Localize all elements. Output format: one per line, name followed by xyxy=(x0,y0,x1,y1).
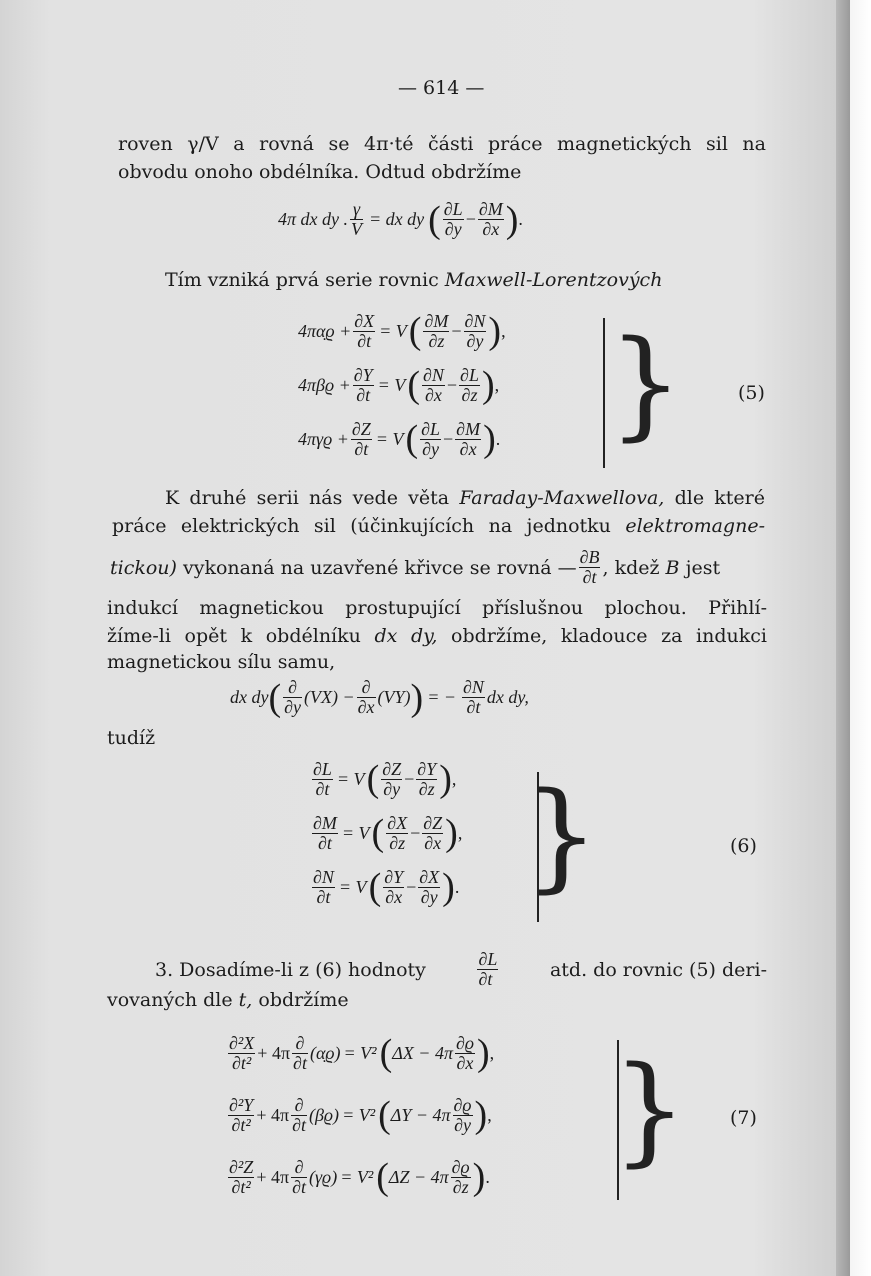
para3-line4: indukcí magnetickou prostupující příslušnou plochou. Přihlí- xyxy=(107,597,767,619)
s7-r1-rnum: ∂ϱ xyxy=(455,1032,474,1053)
s7-r3-rnum: ∂ϱ xyxy=(451,1156,470,1177)
s6-r2-aden: ∂z xyxy=(389,832,406,853)
eq-a-tail: . xyxy=(518,209,523,229)
s7-r2-rnum: ∂ϱ xyxy=(453,1094,472,1115)
tudiz: tudíž xyxy=(107,727,156,749)
s6-r1-aden: ∂y xyxy=(383,778,401,799)
equation-label-5: (5) xyxy=(738,382,765,404)
s7-r1-arg: (α̣ϱ) xyxy=(309,1042,341,1063)
eq-b-d2-den: ∂x xyxy=(357,697,375,717)
s5-r2-fden: ∂t xyxy=(356,384,371,405)
eq-a-t1-den: ∂y xyxy=(444,219,462,239)
eq-a-eq: = dx dy xyxy=(369,209,425,229)
para3-l1-italic: Faraday-Maxwellova, xyxy=(459,487,665,509)
s7-r3-lden: ∂t² xyxy=(231,1176,251,1197)
s7-r3-mid: + 4π xyxy=(256,1166,290,1187)
s6-r3-lden: ∂t xyxy=(316,886,331,907)
page-edge xyxy=(850,0,871,1276)
system7-brace: } xyxy=(612,1040,688,1178)
eq-a-t1-num: ∂L xyxy=(443,199,463,219)
para3-l2-italic: elektromagne- xyxy=(625,515,765,537)
para3-l3-b: , kdež xyxy=(602,556,660,579)
s5-r3-anum: ∂L xyxy=(421,418,441,439)
s6-r1-anum: ∂Z xyxy=(382,758,402,779)
s7-r2-eq: = V² xyxy=(342,1104,376,1125)
equation-a: 4π dx dy . $\frac{\gamma}{V}$ = dx dy ( $\frac{\partial L}{\partial y}$ − $\frac{\partial M}{\partial x}$ ) . xyxy=(278,198,523,241)
system6-brace: } xyxy=(524,766,600,904)
s5-r2-aden: ∂x xyxy=(424,384,442,405)
s7-r2-rden: ∂y xyxy=(454,1114,471,1135)
s5-r3-lhs: 4πγϱ + xyxy=(298,428,349,449)
s5-r2-anum: ∂N xyxy=(422,364,444,385)
para3-l3-a: vykonaná na uzavřené křivce se rovná — xyxy=(183,556,577,579)
eq-a-t2-den: ∂x xyxy=(482,219,500,239)
s6-r3-aden: ∂x xyxy=(385,886,403,907)
s6-r2-eq: = V xyxy=(341,822,370,843)
s5-r1-tail: , xyxy=(501,320,506,341)
para4-l1-a: 3. Dosadíme-li z (6) hodnoty xyxy=(155,958,426,981)
eq-b-m1: (VX) − xyxy=(304,687,355,707)
s7-r1-mid: + 4π xyxy=(257,1042,291,1063)
s6-r2-lnum: ∂M xyxy=(313,812,337,833)
para3-line2 xyxy=(112,514,765,538)
s6-r1-tail: , xyxy=(451,768,457,789)
eq-b-tail: dx dy, xyxy=(486,687,529,707)
s5-r2-bden: ∂z xyxy=(461,384,478,405)
s6-r3-lnum: ∂N xyxy=(313,866,334,887)
s6-r1-lden: ∂t xyxy=(315,778,330,799)
para3-l3-italic: tickou) xyxy=(110,556,177,579)
para3-l1-b: dle které xyxy=(674,487,765,509)
para3-l3-num: ∂B xyxy=(579,547,600,567)
s7-r1-dnum: ∂ xyxy=(292,1034,308,1054)
system5-row: 4πβϱ + $\frac{\partial Y}{\partial t}$ = V ( $\frac{\partial N}{\partial x}$ − $\frac{\partial L}{\partial z}$ ) , xyxy=(298,364,500,406)
s5-r1-fden: ∂t xyxy=(357,330,372,351)
para4-l1-num: ∂L xyxy=(478,949,498,969)
s6-r1-bden: ∂z xyxy=(418,778,435,799)
equation-b: dx dy ( $\frac{\partial}{\partial y}$ (VX) − $\frac{\partial}{\partial x}$ (VY) ) = − $\frac{\partial N}{\partial t}$ dx dy, xyxy=(230,676,529,719)
s6-r3-bnum: ∂X xyxy=(419,866,440,887)
s6-r3-eq: = V xyxy=(338,876,367,897)
s5-r1-eq: = V xyxy=(379,320,407,341)
eq-b-r-den: ∂t xyxy=(466,697,481,717)
s7-r3-inner: ΔZ − 4π xyxy=(388,1166,449,1187)
s7-r1-inner: ΔX − 4π xyxy=(392,1042,453,1063)
s5-r3-aden: ∂y xyxy=(422,438,439,459)
s7-r3-dnum: ∂ xyxy=(291,1158,307,1178)
para4-l2-a: vovaných dle xyxy=(107,989,233,1011)
s7-r1-rden: ∂x xyxy=(456,1052,474,1073)
eq-a-lhs: 4π dx dy . xyxy=(278,209,348,229)
s6-r2-tail: , xyxy=(457,822,463,843)
eq-b-r-num: ∂N xyxy=(463,677,484,697)
eq-b-m2: (VY) xyxy=(377,687,411,707)
s7-r3-dden: ∂t xyxy=(292,1176,306,1197)
s7-r3-lnum: ∂²Z xyxy=(229,1156,254,1177)
s5-r3-bnum: ∂M xyxy=(456,418,481,439)
s6-r1-bnum: ∂Y xyxy=(417,758,437,779)
s7-r1-dden: ∂t xyxy=(293,1052,307,1073)
equation-system-5 xyxy=(298,304,506,466)
s5-r1-aden: ∂z xyxy=(428,330,445,351)
para3-line5 xyxy=(107,624,767,648)
para3-l3-c: B xyxy=(665,556,680,579)
s6-r3-tail: . xyxy=(454,876,460,897)
s7-r3-rden: ∂z xyxy=(452,1176,469,1197)
s7-r3-eq: = V² xyxy=(340,1166,374,1187)
s5-r2-lhs: 4πβϱ + xyxy=(298,374,351,395)
s7-r3-arg: (γϱ) xyxy=(308,1166,338,1187)
s5-r1-fnum: ∂X xyxy=(354,310,375,331)
para3-line1 xyxy=(165,486,765,510)
para1-line2: obvodu onoho obdélníka. Odtud obdržíme xyxy=(118,161,522,183)
para3-l2-a: práce elektrických sil (účinkujících na jednotku xyxy=(112,515,611,537)
s7-r2-dnum: ∂ xyxy=(291,1096,307,1116)
eq-b-d1-den: ∂y xyxy=(284,697,302,717)
para3-l5-b: obdržíme, kladouce za indukci xyxy=(451,625,767,647)
s5-r2-tail: , xyxy=(494,374,500,395)
para2-text: Tím vzniká prvá serie rovnic xyxy=(165,269,439,291)
eq-a-frac-num: γ xyxy=(350,200,363,220)
system7-row: $\frac{\text{∂²X}}{\text{∂t²}}$ + 4π $\frac{\partial}{\partial t}$ (α̣ϱ) = V² ( ΔX − 4π $\frac{\partial ϱ}{\partial x}$ ) , xyxy=(229,1032,495,1074)
para2 xyxy=(165,268,662,292)
s6-r1-lnum: ∂L xyxy=(313,758,332,779)
s6-r3-anum: ∂Y xyxy=(384,866,404,887)
s7-r2-inner: ΔY − 4π xyxy=(390,1104,451,1125)
para3-l5-italic: dx dy, xyxy=(374,625,438,647)
system5-right-bar xyxy=(603,318,605,468)
system6-row: $\frac{\partial L}{\partial t}$ = V ( $\frac{\partial Z}{\partial y}$ − $\frac{\partial Y}{\partial z}$ ) , xyxy=(313,758,457,800)
s7-r2-mid: + 4π xyxy=(256,1104,290,1125)
eq-b-d1-num: ∂ xyxy=(283,678,302,698)
eq-b-d2-num: ∂ xyxy=(357,678,376,698)
s6-r2-anum: ∂X xyxy=(387,812,408,833)
system6-row: $\frac{\partial M}{\partial t}$ = V ( $\frac{\partial X}{\partial z}$ − $\frac{\partial Z}{\partial x}$ ) , xyxy=(313,812,463,854)
system5-row: 4πα̣ϱ + $\frac{\partial X}{\partial t}$ = V ( $\frac{\partial M}{\partial z}$ − $\frac{\partial N}{\partial y}$ ) , xyxy=(298,310,506,352)
equation-system-6 xyxy=(310,752,462,914)
para3-l3-den: ∂t xyxy=(582,567,597,587)
equation-label-7: (7) xyxy=(730,1107,757,1129)
para3-l3-d: jest xyxy=(685,556,721,579)
s5-r3-tail: . xyxy=(495,428,501,449)
s7-r2-dden: ∂t xyxy=(292,1114,306,1135)
s7-r1-tail: , xyxy=(489,1042,495,1063)
s7-r2-arg: (βϱ) xyxy=(308,1104,340,1125)
para4-line1 xyxy=(155,950,767,989)
system5-brace: } xyxy=(608,314,684,452)
system7-row: $\frac{\text{∂²Z}}{\text{∂t²}}$ + 4π $\frac{\partial}{\partial t}$ (γϱ) = V² ( ΔZ − 4π $\frac{\partial ϱ}{\partial z}$ ) . xyxy=(229,1156,490,1198)
s7-r1-lden: ∂t² xyxy=(232,1052,252,1073)
s5-r2-fnum: ∂Y xyxy=(353,364,373,385)
s5-r1-bnum: ∂N xyxy=(464,310,486,331)
s6-r2-lden: ∂t xyxy=(317,832,332,853)
system7-row: $\frac{\text{∂²Y}}{\text{∂t²}}$ + 4π $\frac{\partial}{\partial t}$ (βϱ) = V² ( ΔY − 4π $\frac{\partial ϱ}{\partial y}$ ) , xyxy=(229,1094,492,1136)
system5-row: 4πγϱ + $\frac{\partial Z}{\partial t}$ = V ( $\frac{\partial L}{\partial y}$ − $\frac{\partial M}{\partial x}$ ) . xyxy=(298,418,501,460)
binding-shadow xyxy=(836,0,850,1276)
s5-r3-fnum: ∂Z xyxy=(351,418,371,439)
para4-l2-b: obdržíme xyxy=(258,989,349,1011)
s5-r3-fden: ∂t xyxy=(354,438,369,459)
eq-b-lhs: dx dy xyxy=(230,687,269,707)
eq-b-eq: = − xyxy=(427,687,456,707)
s5-r1-lhs: 4πα̣ϱ + xyxy=(298,320,352,341)
eq-a-t2-num: ∂M xyxy=(478,199,503,219)
para4-line2 xyxy=(107,988,349,1012)
equation-label-6: (6) xyxy=(730,835,757,857)
para3-line3 xyxy=(110,548,720,587)
para4-l1-b: atd. do rovnic (5) deri- xyxy=(549,958,767,981)
equation-system-7 xyxy=(226,1022,494,1208)
s7-r1-lnum: ∂²X xyxy=(229,1032,255,1053)
page-number: — 614 — xyxy=(398,77,485,99)
para4-l1-den: ∂t xyxy=(478,969,493,989)
para3-line6: magnetickou sílu samu, xyxy=(107,651,336,673)
s6-r2-bden: ∂x xyxy=(424,832,442,853)
s6-r2-bnum: ∂Z xyxy=(423,812,443,833)
s6-r3-bden: ∂y xyxy=(420,886,438,907)
s7-r2-tail: , xyxy=(487,1104,492,1125)
para2-italic: Maxwell-Lorentzových xyxy=(444,269,663,291)
para3-l5-a: žíme-li opět k obdélníku xyxy=(107,625,361,647)
s6-r1-eq: = V xyxy=(336,768,365,789)
para4-l2-italic: t, xyxy=(238,989,253,1011)
s5-r1-bden: ∂y xyxy=(466,330,484,351)
s7-r2-lden: ∂t² xyxy=(231,1114,251,1135)
eq-a-frac-den: V xyxy=(351,219,362,239)
s7-r1-eq: = V² xyxy=(343,1042,377,1063)
s7-r3-tail: . xyxy=(485,1166,490,1187)
para3-l1-a: K druhé serii nás vede věta xyxy=(165,487,450,509)
s5-r1-anum: ∂M xyxy=(424,310,449,331)
s5-r2-bnum: ∂L xyxy=(460,364,479,385)
s5-r3-eq: = V xyxy=(375,428,404,449)
s7-r2-lnum: ∂²Y xyxy=(229,1094,254,1115)
s5-r2-eq: = V xyxy=(377,374,406,395)
s5-r3-bden: ∂x xyxy=(459,438,477,459)
para1-line1: roven γ/V a rovná se 4π·té části práce magnetických sil na xyxy=(118,133,766,155)
system6-row: $\frac{\partial N}{\partial t}$ = V ( $\frac{\partial Y}{\partial x}$ − $\frac{\partial X}{\partial y}$ ) . xyxy=(313,866,460,908)
